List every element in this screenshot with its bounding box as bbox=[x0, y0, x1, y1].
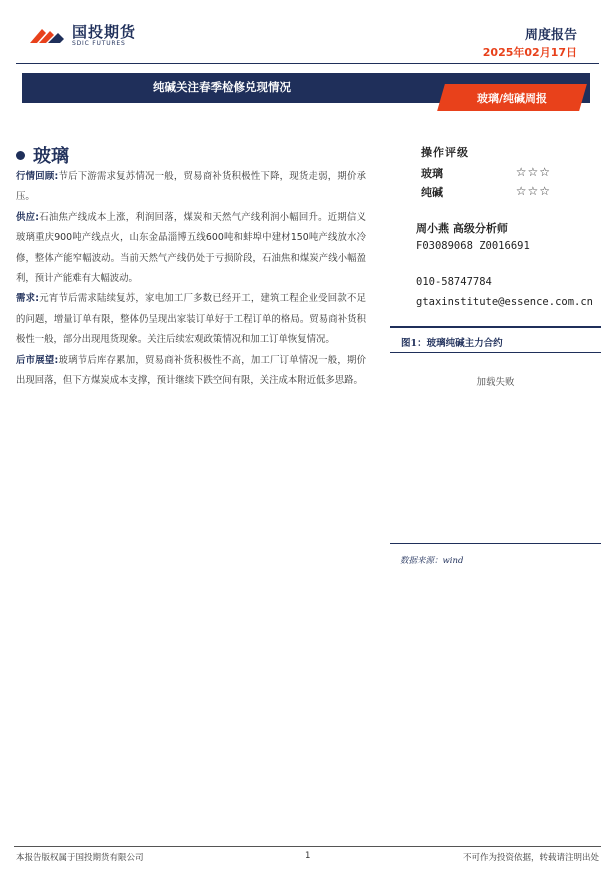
footer-divider bbox=[14, 846, 601, 847]
footer-copyright: 本报告版权属于国投期货有限公司 bbox=[16, 853, 144, 863]
figure-title-rule bbox=[390, 352, 601, 353]
logo-cn-text: 国投期货 bbox=[72, 23, 137, 41]
report-title: 纯碱关注春季检修兑现情况 bbox=[153, 80, 291, 94]
paragraph-text: 玻璃节后库存累加，贸易商补货积极性不高，加工厂订单情况一般，期价出现回落，但下方煤炭成本支撑，预计继续下跌空间有限，关注成本附近低多思路。 bbox=[16, 354, 367, 387]
rating-name: 玻璃 bbox=[421, 167, 443, 180]
paragraph-label: 行情回顾: bbox=[16, 171, 59, 182]
section-body bbox=[16, 167, 366, 391]
paragraph-outlook bbox=[16, 351, 366, 392]
rating-stars: ☆☆☆ bbox=[515, 165, 551, 179]
analyst-cert: F03089068 Z0016691 bbox=[416, 240, 530, 252]
report-tag: 玻璃/纯碱周报 bbox=[476, 92, 548, 105]
paragraph-label: 需求: bbox=[16, 293, 39, 305]
page-number: 1 bbox=[305, 851, 311, 861]
paragraph-label: 后市展望: bbox=[16, 354, 59, 366]
section-heading bbox=[16, 142, 69, 168]
figure-top-rule bbox=[390, 326, 601, 328]
company-logo bbox=[28, 24, 136, 48]
figure-source: 数据来源：wind bbox=[400, 556, 464, 566]
bullet-icon bbox=[16, 151, 25, 160]
paragraph-text: 节后下游需求复苏情况一般，贸易商补货积极性下降，现货走弱，期价承压。 bbox=[16, 171, 367, 203]
paragraph-supply bbox=[16, 208, 366, 290]
rating-name: 纯碱 bbox=[421, 186, 443, 199]
figure-placeholder: 加载失败 bbox=[476, 377, 515, 388]
rating-row-soda bbox=[421, 184, 551, 200]
report-type: 周度报告 bbox=[524, 28, 577, 43]
footer-disclaimer: 不可作为投资依据，转载请注明出处 bbox=[462, 853, 599, 863]
report-date: 2025年02月17日 bbox=[482, 46, 577, 59]
analyst-email[interactable]: gtaxinstitute@essence.com.cn bbox=[416, 296, 594, 308]
figure-title: 图1：玻璃纯碱主力合约 bbox=[401, 338, 503, 349]
sdic-logo-icon bbox=[28, 25, 66, 47]
section-title: 玻璃 bbox=[33, 146, 69, 167]
paragraph-text: 元宵节后需求陆续复苏，家电加工厂多数已经开工，建筑工程企业受回款不足的问题，增量订单有限，整体仍呈现出家装订单好于工程订单的格局。贸易商补货积极性一般，部分出现甩货现象。关注后续宏观政策情况和加工订单恢复情况。 bbox=[16, 293, 367, 346]
rating-row-glass bbox=[421, 165, 551, 181]
paragraph-text: 石油焦产线成本上涨，利润回落，煤炭和天然气产线利润小幅回升。近期信义玻璃重庆900吨产线点火，山东金晶淄博五线600吨和蚌埠中建材150吨产线放水冷修，整体产能窄幅波动。当前天然气产线仍处于亏损阶段，石油焦和煤炭产线小幅盈利，预计产能难有大幅波动。 bbox=[16, 211, 367, 285]
paragraph-label: 供应: bbox=[16, 211, 39, 223]
analyst-name: 周小燕 高级分析师 bbox=[416, 222, 508, 235]
rating-stars: ☆☆☆ bbox=[515, 184, 551, 198]
paragraph-review bbox=[16, 167, 366, 208]
rating-heading: 操作评级 bbox=[421, 146, 469, 159]
figure-bottom-rule bbox=[390, 543, 601, 544]
logo-en-text: SDIC FUTURES bbox=[72, 40, 126, 47]
paragraph-demand bbox=[16, 289, 366, 350]
analyst-phone: 010-58747784 bbox=[416, 276, 492, 288]
header-divider bbox=[16, 63, 599, 64]
